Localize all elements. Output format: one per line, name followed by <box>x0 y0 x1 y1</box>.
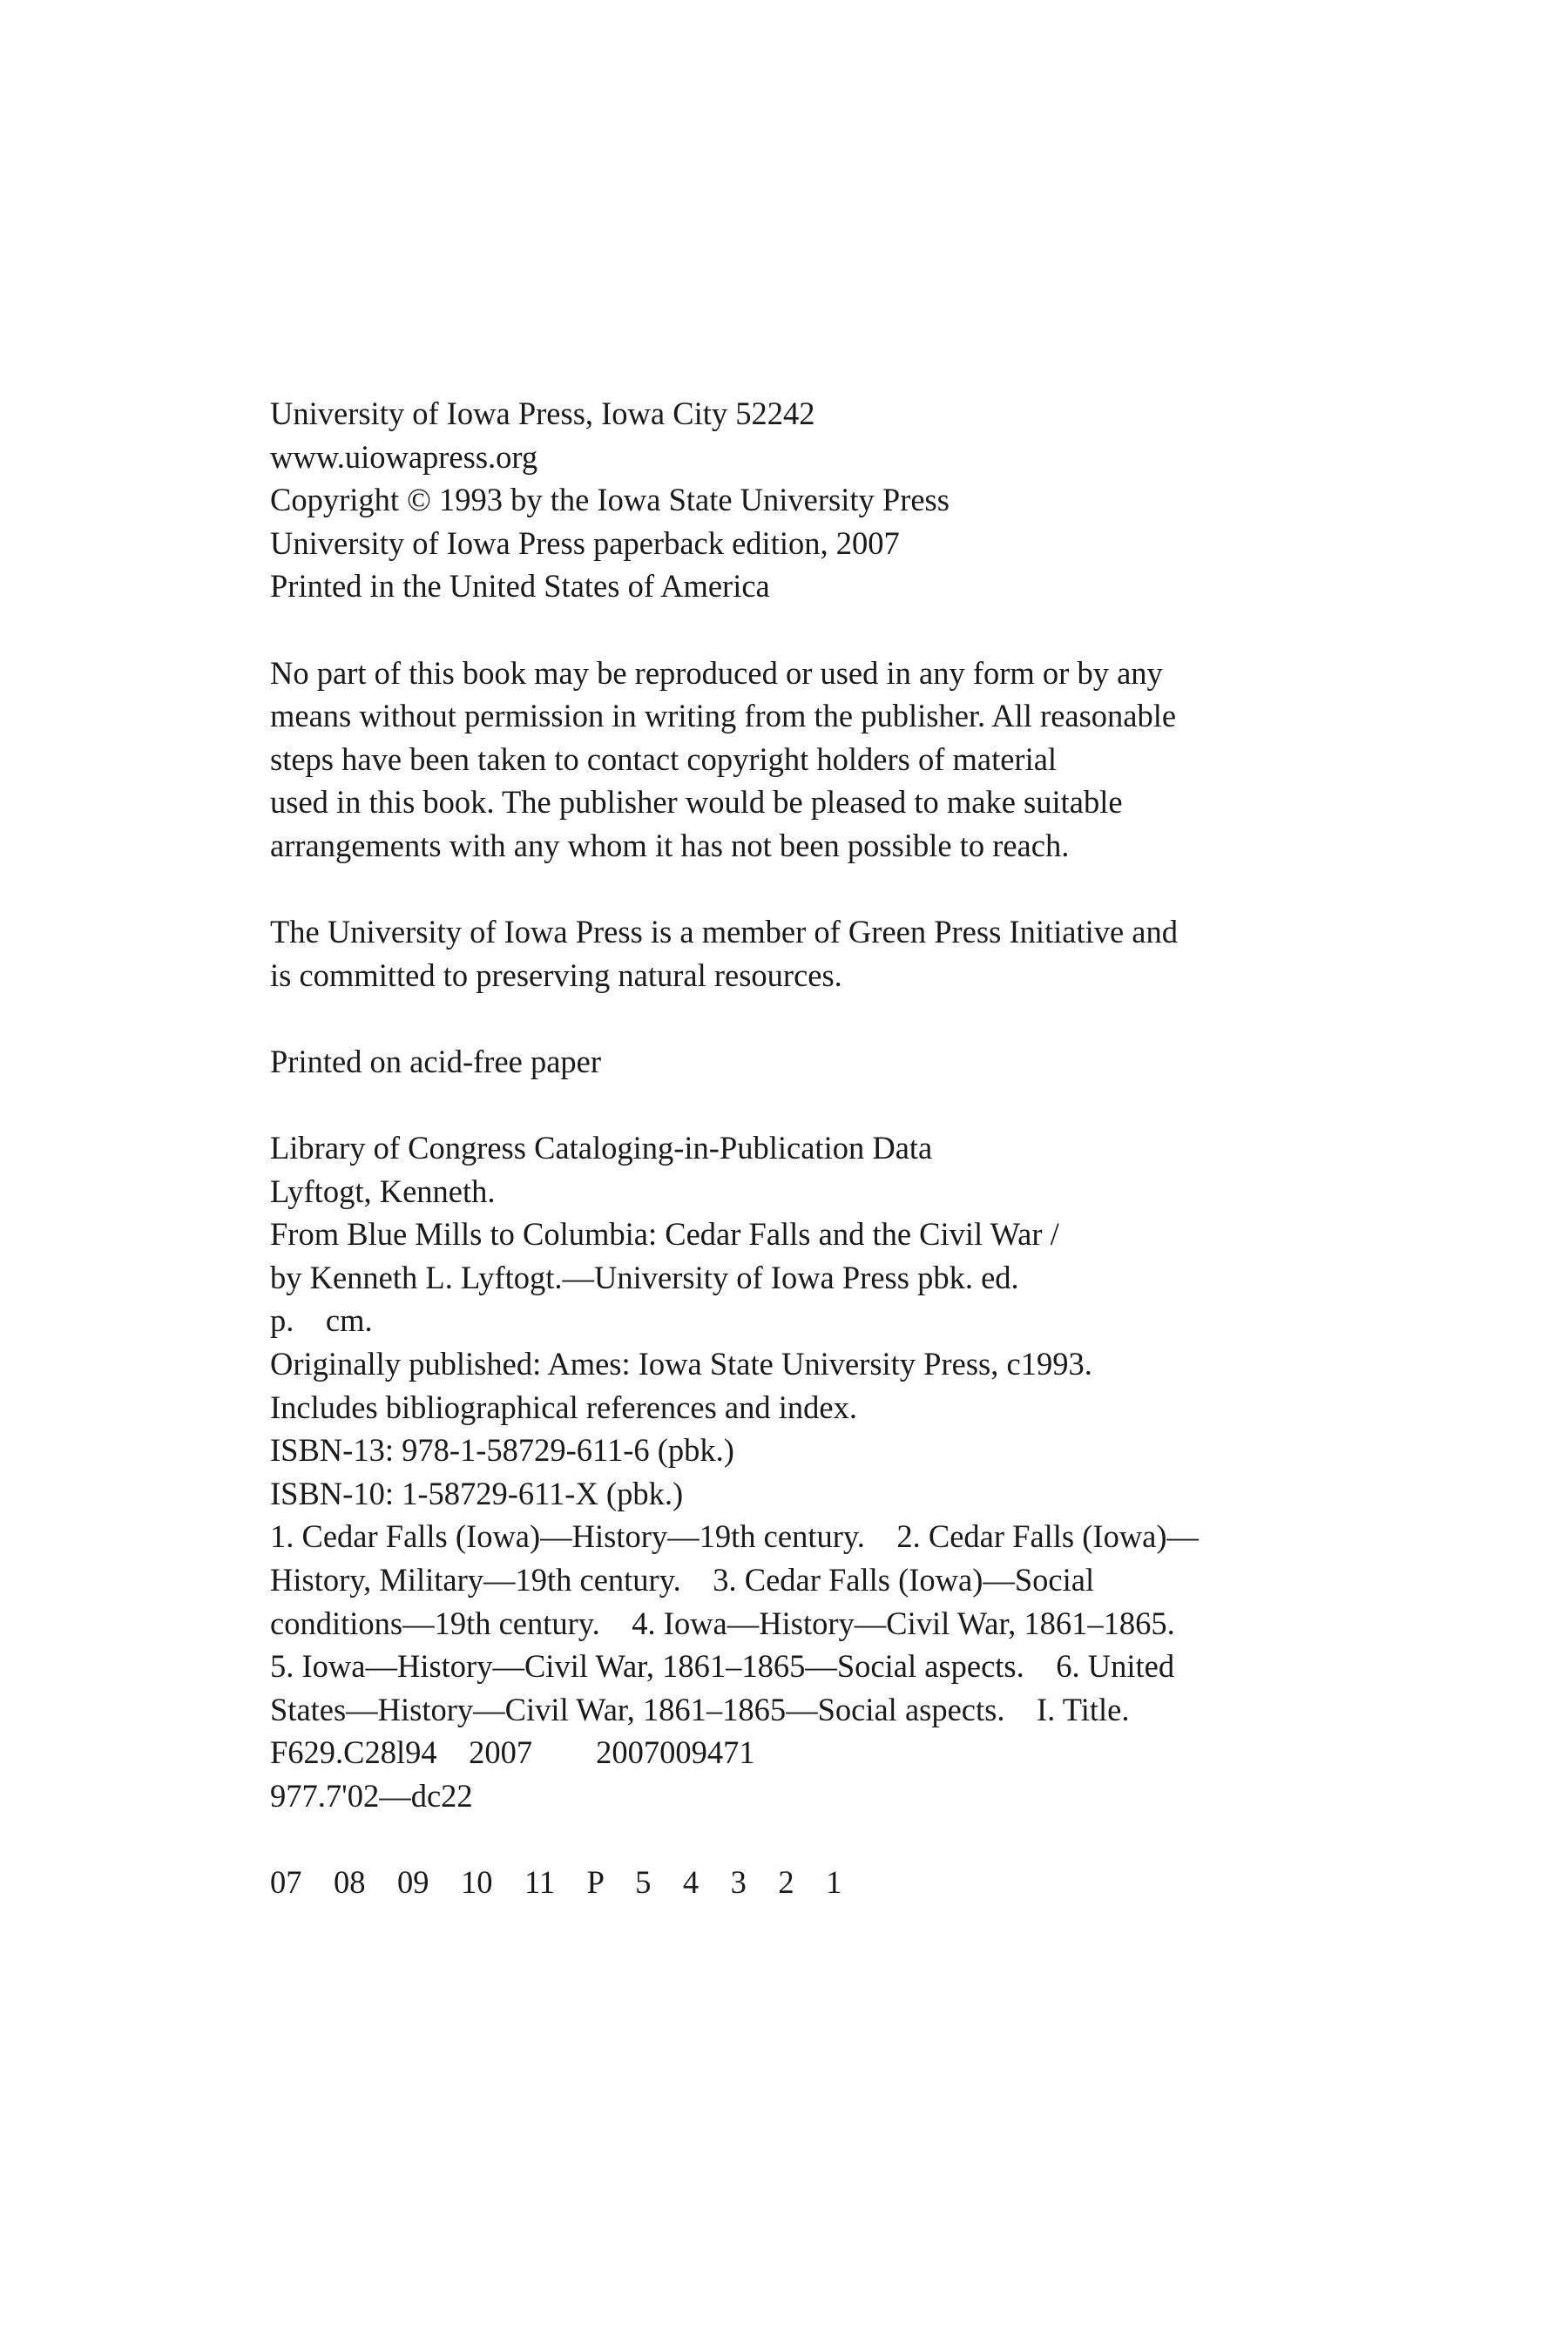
cip-original-publication: Originally published: Ames: Iowa State University Press, c1993. <box>270 1346 1092 1382</box>
cip-call-number: F629.C28l94 2007 2007009471 <box>270 1734 755 1771</box>
cip-dewey-number: 977.7'02—dc22 <box>270 1778 473 1814</box>
cip-subject-line: 1. Cedar Falls (Iowa)—History—19th century. 2. Cedar Falls (Iowa)— <box>270 1518 1200 1555</box>
cip-isbn-13: ISBN-13: 978-1-58729-611-6 (pbk.) <box>270 1432 734 1469</box>
copyright-text <box>270 392 1315 1904</box>
cip-data <box>270 1126 1315 1818</box>
cip-subject-line: History, Military—19th century. 3. Cedar Falls (Iowa)—Social <box>270 1562 1095 1598</box>
copyright-notice: Copyright © 1993 by the Iowa State University Press <box>270 482 950 518</box>
printed-in-notice: Printed in the United States of America <box>270 568 770 605</box>
rights-notice <box>270 652 1315 868</box>
paper-note-block <box>270 1040 1315 1084</box>
spacer <box>270 1818 1315 1862</box>
spacer <box>270 997 1315 1040</box>
cip-pagination: p. cm. <box>270 1302 373 1339</box>
cip-subject-line: conditions—19th century. 4. Iowa—History—Civil War, 1861–1865. <box>270 1605 1175 1641</box>
rights-line: arrangements with any whom it has not been possible to reach. <box>270 827 1070 863</box>
edition-notice: University of Iowa Press paperback edition, 2007 <box>270 524 900 561</box>
cip-subject-line: States—History—Civil War, 1861–1865—Social aspects. I. Title. <box>270 1691 1130 1727</box>
cip-subject-line: 5. Iowa—History—Civil War, 1861–1865—Social aspects. 6. United <box>270 1648 1175 1685</box>
rights-line: steps have been taken to contact copyright holders of material <box>270 740 1058 777</box>
cip-isbn-10: ISBN-10: 1-58729-611-X (pbk.) <box>270 1475 684 1511</box>
rights-line: No part of this book may be reproduced or used in any form or by any <box>270 654 1163 691</box>
cip-author: Lyftogt, Kenneth. <box>270 1173 496 1209</box>
green-press-notice <box>270 910 1315 997</box>
publisher-address: University of Iowa Press, Iowa City 52242 <box>270 395 815 431</box>
spacer <box>270 608 1315 652</box>
rights-line: means without permission in writing from the publisher. All reasonable <box>270 698 1177 734</box>
spacer <box>270 868 1315 911</box>
publisher-website: www.uiowapress.org <box>270 438 538 475</box>
rights-line: used in this book. The publisher would be pleased to make suitable <box>270 784 1123 821</box>
green-press-line: The University of Iowa Press is a member of Green Press Initiative and <box>270 914 1178 950</box>
cip-statement: by Kenneth L. Lyftogt.—University of Iowa Press pbk. ed. <box>270 1259 1019 1295</box>
cip-title: From Blue Mills to Columbia: Cedar Falls and the Civil War / <box>270 1216 1059 1253</box>
printing-line-block <box>270 1861 1315 1904</box>
spacer <box>270 1084 1315 1127</box>
green-press-line: is committed to preserving natural resources. <box>270 956 842 993</box>
cip-heading: Library of Congress Cataloging-in-Publication Data <box>270 1130 933 1166</box>
acid-free-paper-note: Printed on acid-free paper <box>270 1043 602 1079</box>
printing-line: 07 08 09 10 11 P 5 4 3 2 1 <box>270 1864 842 1901</box>
cip-bibliography-note: Includes bibliographical references and index. <box>270 1389 857 1425</box>
publisher-info <box>270 392 1315 608</box>
